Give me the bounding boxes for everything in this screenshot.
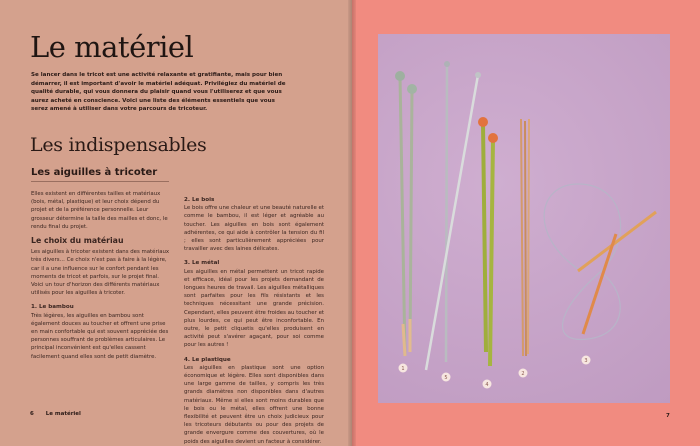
choice-heading: Le choix du matériau [31,236,124,246]
item-text: Les aiguilles en métal permettent un tricot rapide et efficace, idéal pour les projets demandant de longues heures de travail. Les aiguilles métalliques sont parfaites pour les fils résistants et les techniques nécessitant une grande précision. Cependant, elles peuvent être froides au toucher et plus lourdes, ce qui peut être inconfortable. En outre, le petit cliquetis qu'elles produisent en activité peut s'avérer agaçant, pour soi comme pour les autres ! [184,268,324,349]
label-5: 5 [444,375,448,381]
knitting-needles-photo [378,34,670,403]
page-number-right: 7 [666,413,670,419]
item-text: Les aiguilles en plastique sont une option économique et légère. Elles sont disponibles dans une large gamme de tailles, y compris les très grands diamètres non disponibles dans d'autres matériaux. Même si elles sont moins durables que le bois ou le métal, elles offrent une bonne flexibilité et peuvent être un choix judicieux pour les tricoteurs débutants ou pour des projets de grande envergure comme des couvertures, où le poids des aiguilles devient un facteur à considérer. [184,364,324,445]
double-pointed-needles [521,119,529,356]
item-heading: 2. Le bois [184,197,215,203]
divider [31,181,169,182]
footer [30,411,91,417]
label-3: 3 [584,358,588,364]
item-heading: 3. Le métal [184,260,220,267]
item-heading: 1. Le bambou [31,304,74,311]
item-text: Très légères, les aiguilles en bambou sont également douces au toucher et offrent une prise en main confortable qui est souvent appréciée des personnes souffrant de problèmes articulaires. Le principal inconvénient est qu'elles cassent facilement quand elles sont de petit diamètre. [31,312,169,360]
bamboo-needles [395,71,417,356]
column-1 [31,190,171,361]
label-4: 4 [485,382,489,388]
subsection-title: Les aiguilles à tricoter [31,167,158,178]
plastic-needles [478,117,498,366]
running-title: Le matériel [45,411,81,417]
item-text: Le bois offre une chaleur et une beauté naturelle et comme le bambou, il est léger et agréable au toucher. Les aiguilles en bois sont également adhérentes, ce qui aide à contrôler la tension du fil ; elles sont particulièrement appréciées pour travailler avec des laines délicates. [184,205,324,253]
paragraph: Elles existent en différentes tailles et matériaux (bois, métal, plastique) et leur choix dépend du projet et de la préférence personnelle. Leur grosseur détermine la taille des mailles et donc, le rendu final du projet. [31,191,168,230]
page-title: Le matériel [30,30,194,64]
label-2: 2 [521,371,525,377]
item-heading: 4. Le plastique [184,356,231,363]
metal-needles [426,61,481,370]
paragraph: Les aiguilles à tricoter existent dans des matériaux très divers… Ce choix n'est pas à faire à la légère, car il a une influence sur le confort pendant les moments de tricot et parfois, sur le projet final. Voici un tour d'horizon des différents matériaux utilisés pour les aiguilles à tricoter. [31,249,170,297]
page-number: 6 [30,411,34,417]
column-2 [184,196,324,446]
label-1: 1 [401,366,405,372]
section-title: Les indispensables [30,134,207,156]
gutter [348,0,356,446]
intro-paragraph: Se lancer dans le tricot est une activité relaxante et gratifiante, mais pour bien démarrer, il est important d'avoir le matériel adéquat. Privilégiez du matériel de qualité durable, qui vous donnera du plaisir quand vous l'utiliserez et que vous aurez acheté en conscience. Voici une liste des éléments essentiels que vous serez amené à utiliser dans votre parcours de tricoteur. [31,72,286,113]
circular-needle [544,184,656,339]
